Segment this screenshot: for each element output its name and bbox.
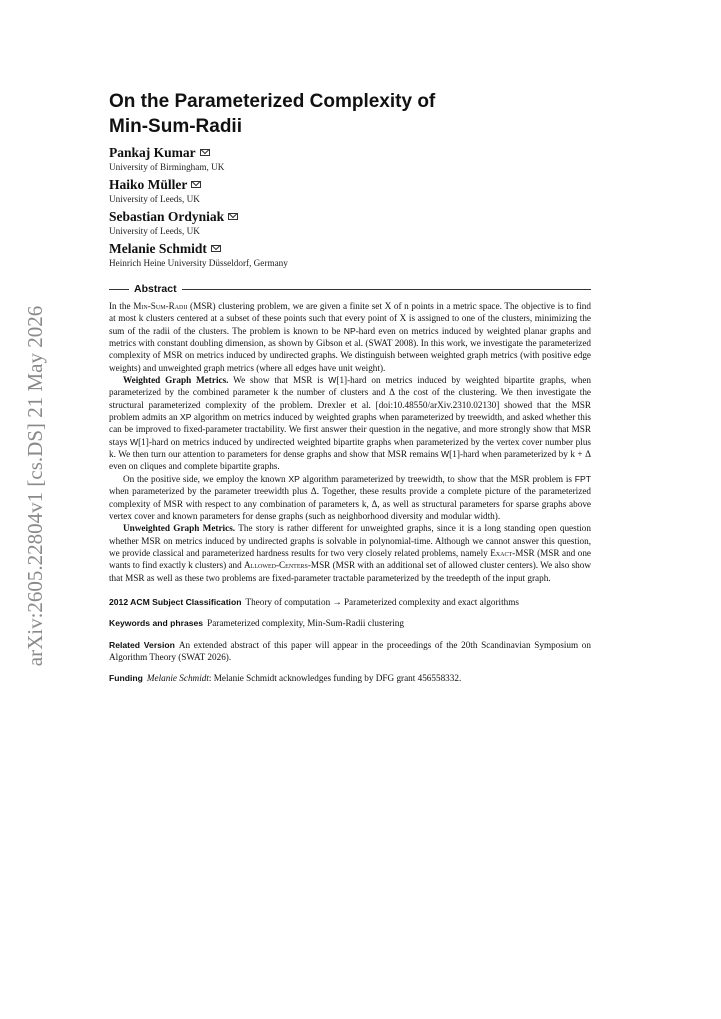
author-block (109, 145, 591, 173)
paper-title (109, 89, 591, 139)
paper-first-page (109, 89, 591, 685)
author-name: Pankaj Kumar (109, 145, 196, 160)
author-name: Sebastian Ordyniak (109, 209, 225, 224)
email-icon[interactable] (200, 149, 210, 156)
abstract-rule-left (109, 289, 129, 290)
author-affiliation: University of Birmingham, UK (109, 162, 225, 172)
author-affiliation: Heinrich Heine University Düsseldorf, Germany (109, 258, 288, 268)
email-icon[interactable] (191, 181, 201, 188)
email-icon[interactable] (228, 213, 238, 220)
acm-classification: 2012 ACM Subject Classification Theory of computation → Parameterized complexity and exact algorithms (109, 596, 519, 607)
author-name: Melanie Schmidt (109, 241, 207, 256)
arxiv-identifier: arXiv:2605.22804v1 [cs.DS] 21 May 2026 (23, 305, 47, 667)
author-affiliation: University of Leeds, UK (109, 194, 200, 204)
abstract-label: Abstract (134, 283, 177, 295)
author-block (109, 177, 591, 205)
author-block (109, 209, 591, 237)
author-name: Haiko Müller (109, 177, 188, 192)
related-version: Related Version An extended abstract of this paper will appear in the proceedings of the 20th Scandinavian Symposium on Algorithm Theory (SWAT 2026). (109, 639, 591, 662)
funding: Funding Melanie Schmidt: Melanie Schmidt acknowledges funding by DFG grant 456558332. (109, 673, 462, 684)
email-icon[interactable] (211, 245, 221, 252)
keywords: Keywords and phrases Parameterized complexity, Min-Sum-Radii clustering (109, 618, 404, 629)
title-line-2: Min-Sum-Radii (109, 116, 242, 137)
abstract-paragraph-unweighted: Unweighted Graph Metrics. The story is rather different for unweighted graphs, since it is a long standing open question whether MSR on metrics induced by undirected graphs is solvable in polynomial-time. Although we cannot answer this question, we provide classical and parameterized hardness results for two very closely related problems, namely Exact-MSR (MSR and one wants to find exactly k clusters) and Allowed-Centers-MSR (MSR with an additional set of allowed cluster centers). We also show that MSR as well as these two problems are fixed-parameter tractable parameterized by the treedepth of the input graph. (109, 523, 592, 583)
abstract-paragraph: In the Min-Sum-Radii (MSR) clustering problem, we are given a finite set X of n points in a metric space. The objective is to find at most k clusters centered at a subset of these points such that every point of X is assigned to one of the clusters, minimizing the sum of the radii of the clusters. The problem is known to be NP-hard even on metrics induced by weighted planar graphs and metrics with constant doubling dimension, as shown by Gibson et al. (SWAT 2008). In this work, we investigate the parameterized complexity of MSR on metrics induced by undirected graphs. We distinguish between weighted graph metrics (with positive edge weights) and unweighted graph metrics (where all edges have unit weight). (109, 301, 591, 373)
arxiv-stamp (4, 296, 64, 676)
abstract-heading (109, 283, 591, 295)
title-line-1: On the Parameterized Complexity of (109, 91, 436, 112)
author-affiliation: University of Leeds, UK (109, 226, 200, 236)
abstract-paragraph-positive: On the positive side, we employ the known XP algorithm parameterized by treewidth, to show that the MSR problem is FPT when parameterized by the parameter treewidth plus Δ. Together, these results provide a complete picture of the parameterized complexity of MSR with respect to any combination of parameters k, Δ, as well as structural parameters for sparse graphs above vertex cover and known parameters for dense graphs (such as neighborhood diversity and modular width). (109, 473, 591, 521)
abstract-paragraph-weighted: Weighted Graph Metrics. We show that MSR is W[1]-hard on metrics induced by weighted bipartite graphs, when parameterized by the combined parameter k the number of clusters and Δ the cost of the clustering. We then investigate the structural parameterized complexity of the problem. Drexler et al. [doi:10.48550/arXiv.2310.02130] showed that the MSR problem admits an XP algorithm on metrics induced by weighted graphs when parameterized by treewidth, and asked whether this can be improved to fixed-parameter tractability. We first answer their question in the negative, and more strongly show that MSR stays W[1]-hard on metrics induced by undirected weighted bipartite graphs when parameterized by the vertex cover number plus k. We then turn our attention to parameters for dense graphs and show that MSR remains W[1]-hard when parameterized by k + Δ even on cliques and complete bipartite graphs. (109, 375, 592, 472)
abstract-rule-right (182, 289, 591, 290)
arxiv-sidebar (4, 296, 64, 676)
author-block (109, 241, 591, 269)
